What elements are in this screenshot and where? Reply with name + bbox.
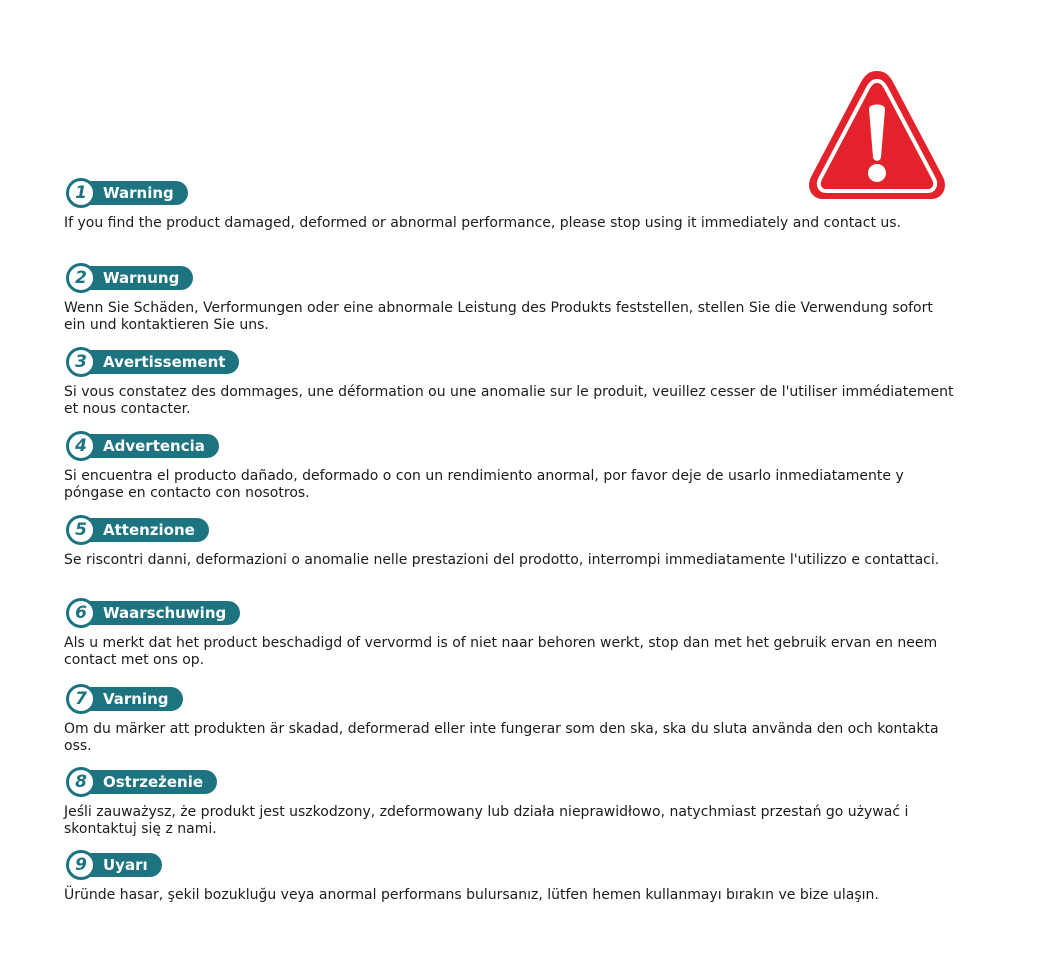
section-number: 1 <box>66 178 96 208</box>
section-badge <box>64 514 954 544</box>
section-text: Als u merkt dat het product beschadigd of vervormd is of niet naar behoren werkt, stop dan met het gebruik ervan en neem contact met ons op. <box>64 635 938 668</box>
section-title: Uyarı <box>76 853 162 877</box>
section-title: Attenzione <box>76 518 209 542</box>
section-title: Waarschuwing <box>76 601 240 625</box>
section-number: 6 <box>66 598 96 628</box>
section-text: If you find the product damaged, deformed or abnormal performance, please stop using it immediately and contact us. <box>64 215 902 231</box>
section-title: Warnung <box>76 266 193 290</box>
section-text: Si vous constatez des dommages, une déformation ou une anomalie sur le produit, veuillez cesser de l'utiliser immédiatement et nous contacter. <box>64 384 954 417</box>
section-badge <box>64 177 954 207</box>
section-badge <box>64 262 954 292</box>
section-text: Üründe hasar, şekil bozukluğu veya anormal performans bulursanız, lütfen hemen kullanmayı bırakın ve bize ulaşın. <box>64 887 879 903</box>
section-text: Jeśli zauważysz, że produkt jest uszkodzony, zdeformowany lub działa nieprawidłowo, natychmiast przestań go używać i skontaktuj się z nami. <box>64 804 909 837</box>
section-number: 8 <box>66 767 96 797</box>
section-title: Advertencia <box>76 434 219 458</box>
section-title: Ostrzeżenie <box>76 770 217 794</box>
section-text: Si encuentra el producto dañado, deformado o con un rendimiento anormal, por favor deje de usarlo inmediatamente y póngase en contacto con nosotros. <box>64 468 904 501</box>
section-number: 5 <box>66 515 96 545</box>
section-badge <box>64 766 954 796</box>
warning-section-pl <box>64 766 954 838</box>
warning-section-it <box>64 514 954 569</box>
warning-section-sv <box>64 683 954 755</box>
section-number: 3 <box>66 347 96 377</box>
warning-section-en <box>64 177 954 232</box>
section-badge <box>64 683 954 713</box>
warning-section-fr <box>64 346 954 418</box>
section-number: 4 <box>66 431 96 461</box>
warning-section-nl <box>64 597 954 669</box>
section-number: 2 <box>66 263 96 293</box>
section-badge <box>64 430 954 460</box>
section-number: 7 <box>66 684 96 714</box>
section-text: Om du märker att produkten är skadad, deformerad eller inte fungerar som den ska, ska du sluta använda den och kontakta oss. <box>64 721 939 754</box>
section-badge <box>64 849 954 879</box>
warning-section-es <box>64 430 954 502</box>
section-badge <box>64 346 954 376</box>
section-title: Varning <box>76 687 183 711</box>
section-text: Se riscontri danni, deformazioni o anomalie nelle prestazioni del prodotto, interrompi immediatamente l'utilizzo e contattaci. <box>64 552 940 568</box>
warning-section-tr <box>64 849 954 904</box>
warning-section-de <box>64 262 954 334</box>
section-badge <box>64 597 954 627</box>
section-title: Avertissement <box>76 350 239 374</box>
section-text: Wenn Sie Schäden, Verformungen oder eine abnormale Leistung des Produkts feststellen, stellen Sie die Verwendung sofort ein und kontaktieren Sie uns. <box>64 300 933 333</box>
section-number: 9 <box>66 850 96 880</box>
section-title: Warning <box>76 181 188 205</box>
